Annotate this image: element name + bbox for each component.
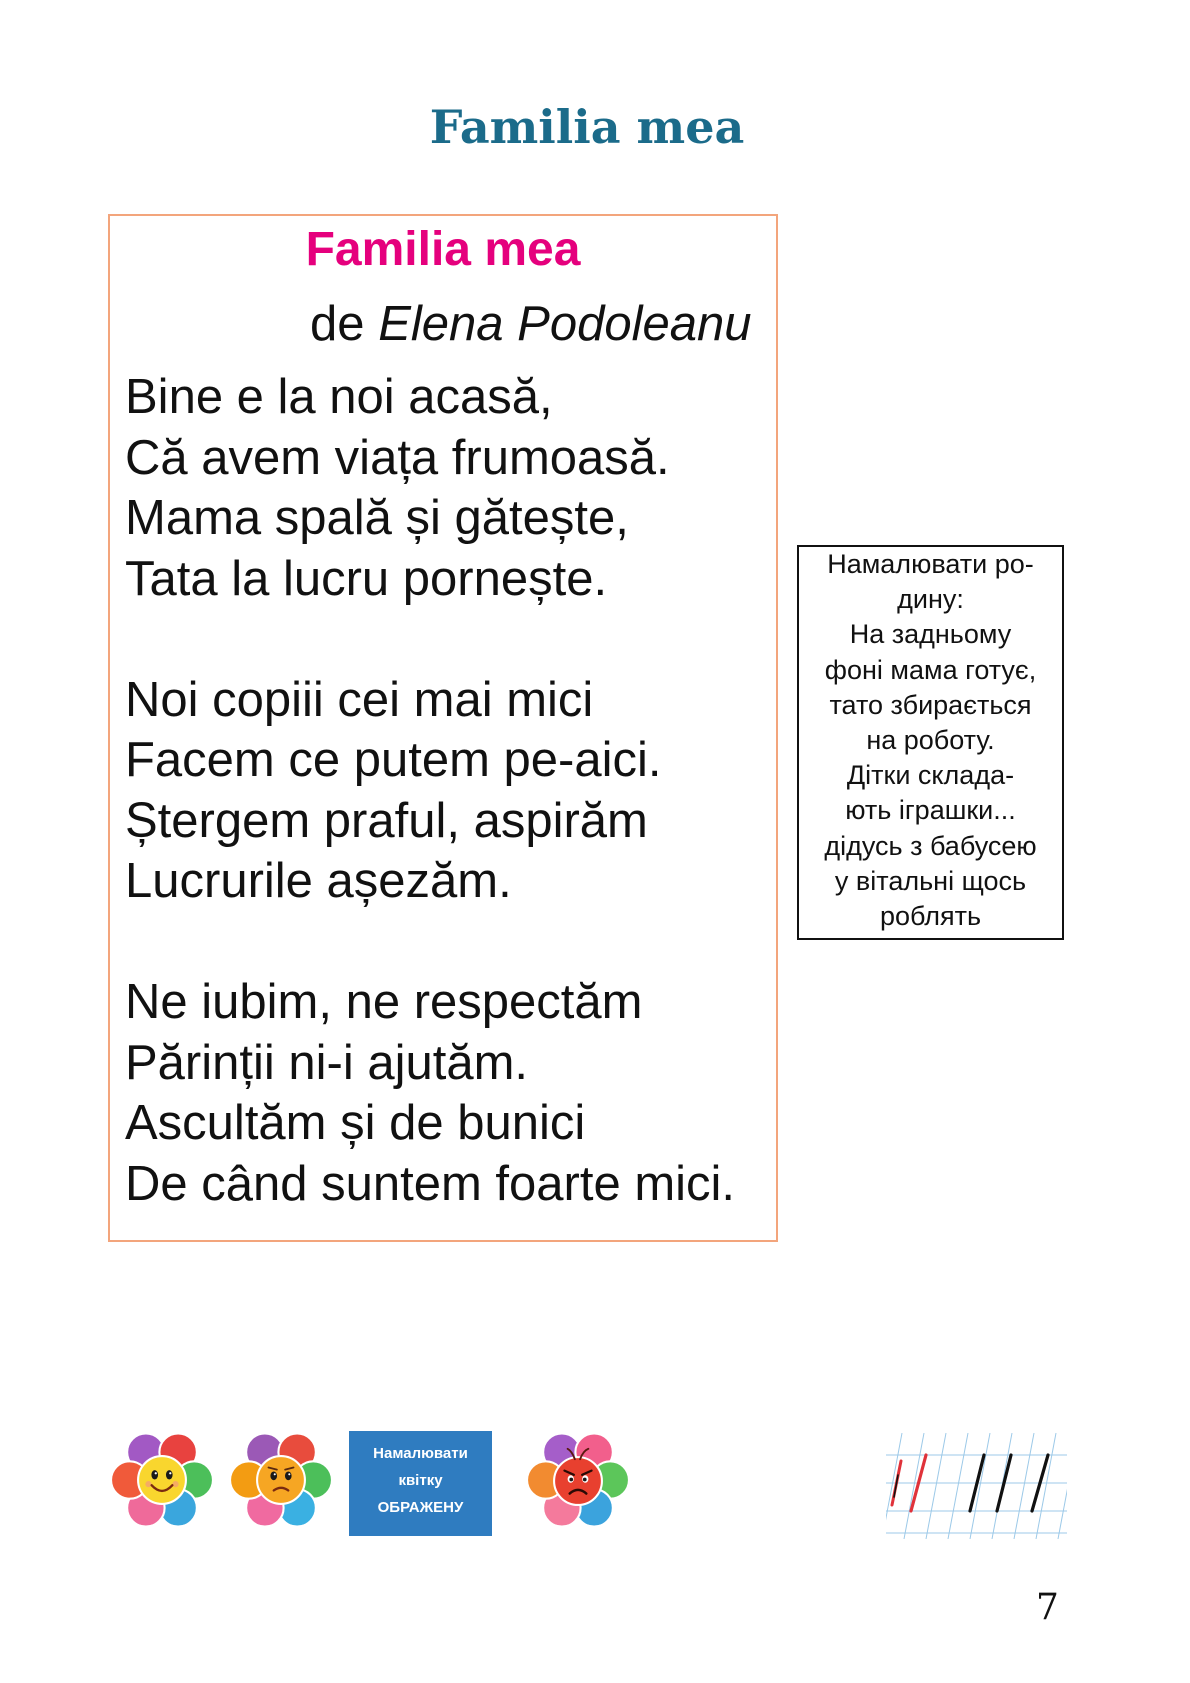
poem-line: Părinții ni-i ajutăm.: [125, 1035, 529, 1090]
note-line: ють іграшки...: [845, 795, 1016, 826]
note-line: у вітальні щось: [834, 865, 1027, 896]
poem-line: Ascultăm și de bunici: [125, 1096, 586, 1150]
note-line: дину:: [897, 584, 964, 615]
handwriting-practice-icon: [886, 1433, 1067, 1539]
draw-offended-flower-label: [349, 1431, 492, 1536]
task-label-line: Намалювати: [373, 1445, 468, 1462]
angry-flower-icon: [526, 1428, 630, 1532]
poem-line: Lucrurile așezăm.: [125, 854, 512, 908]
note-line: дідусь з бабусею: [824, 830, 1037, 861]
drawing-instructions-note: [797, 545, 1064, 940]
stanza-3: [125, 972, 735, 1214]
poem-line: Bine e la noi acasă,: [125, 370, 553, 424]
flower-center: [554, 1457, 602, 1505]
poem-line: Tata la lucru pornește.: [125, 551, 608, 606]
stanza-2: [125, 670, 735, 912]
poem-title: Familia mea: [305, 223, 581, 276]
flower-center: [257, 1456, 305, 1504]
poem-box: [108, 214, 778, 1242]
note-line: Дітки склада-: [846, 760, 1015, 791]
worried-flower-icon: [229, 1428, 333, 1532]
note-line: фоні мама готує,: [824, 654, 1037, 685]
stanza-1: [125, 367, 735, 609]
poem-line: Noi copiii cei mai mici: [125, 672, 594, 727]
page-number: 7: [1036, 1587, 1059, 1628]
page-title: Familia mea: [429, 100, 745, 154]
note-line: роблять: [879, 900, 982, 931]
note-line: тато збирається: [829, 689, 1032, 720]
note-line: на роботу.: [866, 724, 995, 755]
poem-byline: [310, 296, 752, 352]
poem-line: Ștergem praful, aspirăm: [125, 793, 648, 848]
poem-line: Că avem viața frumoasă.: [125, 430, 670, 485]
poem-line: Ne iubim, ne respectăm: [125, 975, 643, 1029]
task-label-line: квітку: [398, 1472, 443, 1489]
poem-body: [125, 367, 735, 1214]
poem-line: De când suntem foarte mici.: [125, 1156, 736, 1211]
byline-prefix: de: [310, 297, 365, 351]
flower-center: [138, 1456, 186, 1504]
poem-line: Facem ce putem pe-aici.: [125, 733, 662, 787]
poem-author: Elena Podoleanu: [378, 297, 752, 351]
poem-line: Mama spală și gătește,: [125, 491, 629, 545]
note-line: Намалювати ро-: [827, 549, 1034, 579]
happy-flower-icon: [110, 1428, 214, 1532]
note-line: На задньому: [849, 619, 1012, 650]
task-label-line: ОБРАЖЕНУ: [377, 1499, 464, 1516]
